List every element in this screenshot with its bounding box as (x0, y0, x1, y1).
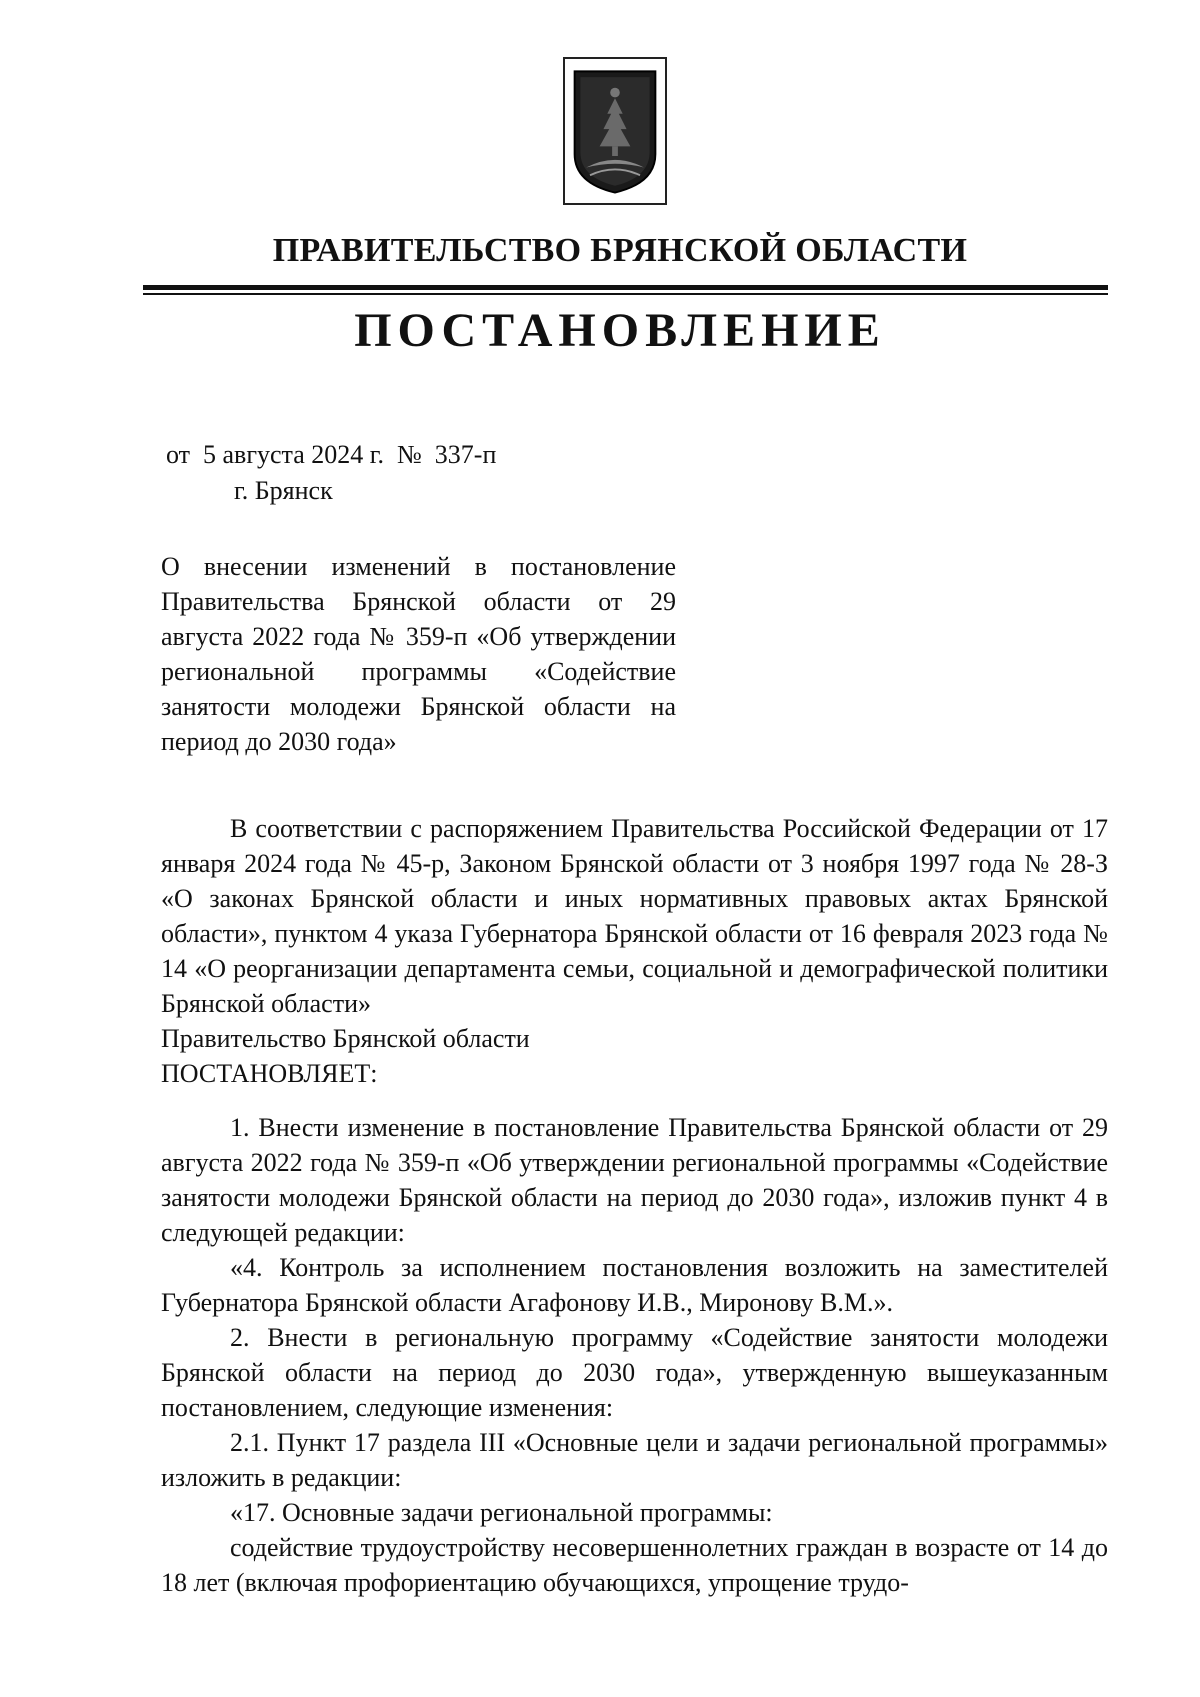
resolves-line: ПОСТАНОВЛЯЕТ: (161, 1059, 378, 1088)
header-rule-thin (143, 293, 1108, 295)
date-number-line: от 5 августа 2024 г. № 337-п (166, 440, 497, 469)
item-1-quote-paragraph: «4. Контроль за исполнением постановления возложить на заместителей Губернатора Брянской области Агафонову И.В., Миронову В.М.». (161, 1253, 1108, 1317)
preamble-paragraph: В соответствии с распоряжением Правительства Российской Федерации от 17 января 2024 года № 45-р, Законом Брянской области от 3 ноября 1997 года № 28-З «О законах Брянской области и иных нормативных правовых актах Брянской области», пунктом 4 указа Губернатора Брянской области от 16 февраля 2023 года № 14 «О реорганизации департамента семьи, социальной и демографической политики Брянской области» (161, 814, 1108, 1018)
document-type-title: ПОСТАНОВЛЕНИЕ (354, 304, 886, 357)
item-1-paragraph: 1. Внести изменение в постановление Правительства Брянской области от 29 августа 2022 года № 359-п «Об утверждении региональной программы «Содействие занятости молодежи Брянской области на период до 2030 года», изложив пункт 4 в следующей редакции: (161, 1113, 1108, 1247)
city-line: г. Брянск (234, 476, 333, 505)
document-body (161, 811, 1108, 1600)
header-rule-thick (143, 285, 1108, 290)
actor-line: Правительство Брянской области (161, 1024, 530, 1053)
item-2-paragraph: 2. Внести в региональную программу «Содействие занятости молодежи Брянской области на период до 2030 года», утвержденную вышеуказанным постановлением, следующие изменения: (161, 1323, 1108, 1422)
government-title: ПРАВИТЕЛЬСТВО БРЯНСКОЙ ОБЛАСТИ (272, 232, 968, 269)
coat-of-arms-icon (563, 57, 667, 205)
item-2-1-paragraph: 2.1. Пункт 17 раздела III «Основные цели и задачи региональной программы» изложить в редакции: (161, 1428, 1108, 1492)
item-17-paragraph: «17. Основные задачи региональной программы: (230, 1498, 773, 1527)
task-1-paragraph: содействие трудоустройству несовершеннолетних граждан в возрасте от 14 до 18 лет (включая профориентацию обучающихся, упрощение трудо- (161, 1533, 1108, 1597)
document-subject: О внесении изменений в постановление Правительства Брянской области от 29 августа 2022 года № 359-п «Об утверждении региональной программы «Содействие занятости молодежи Брянской области на период до 2030 года» (161, 552, 676, 756)
